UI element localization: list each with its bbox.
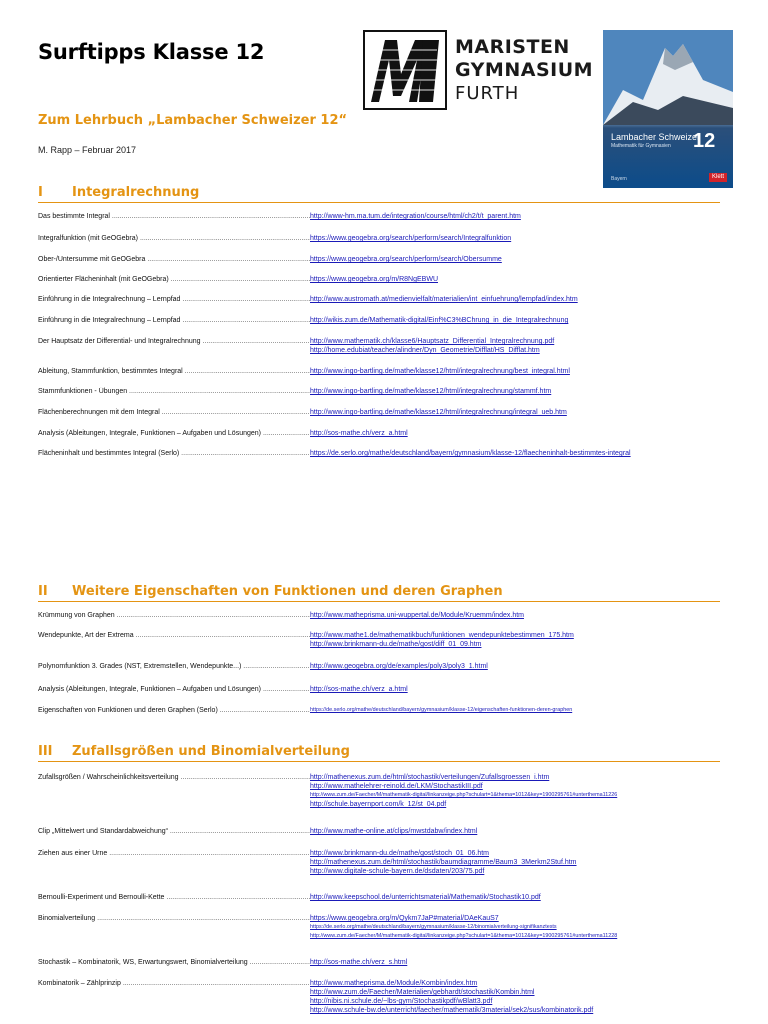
entry-topic xyxy=(38,773,310,782)
author-line: M. Rapp – Februar 2017 xyxy=(38,145,137,155)
book-number: 12 xyxy=(693,130,716,152)
entry-topic-text: Orientierter Flächeninhalt (mit GeOGebra) xyxy=(38,276,169,283)
entry-links xyxy=(310,979,730,1015)
section-heading-1 xyxy=(38,185,720,203)
entry-topic-text: Zufallsgrößen / Wahrscheinlichkeitsverteilung xyxy=(38,774,179,781)
url-link[interactable]: http://sos-mathe.ch/verz_a.html xyxy=(310,686,408,693)
entry-topic xyxy=(38,849,310,858)
entry-topic xyxy=(38,611,310,620)
entry-topic-text: Binomialverteilung xyxy=(38,915,96,922)
entry-topic-text: Analysis (Ableitungen, Integrale, Funktionen – Aufgaben und Lösungen) xyxy=(38,430,261,437)
school-name-line-3: FURTH xyxy=(455,83,520,104)
entry-topic xyxy=(38,914,310,923)
entry-links xyxy=(310,387,730,396)
entry-links xyxy=(310,611,730,620)
entry-topic-text: Flächenberechnungen mit dem Integral xyxy=(38,409,160,416)
section-number: III xyxy=(38,744,53,759)
book-subtitle: Mathematik für Gymnasien xyxy=(611,143,671,149)
section-title: Weitere Eigenschaften von Funktionen und deren Graphen xyxy=(72,584,503,599)
entry-topic xyxy=(38,275,310,284)
school-name-line-1: MARISTEN xyxy=(455,36,570,58)
entry-topic xyxy=(38,706,310,715)
entry-topic-text: Wendepunkte, Art der Extrema xyxy=(38,632,134,639)
school-emblem-icon xyxy=(363,30,447,110)
book-title: Lambacher Schweizer xyxy=(611,132,701,142)
url-link[interactable]: http://www.zum.de/Faecher/M/mathematik-digital/linkanzeige.php?schulart=1&thema=1012&key=1900295761#unterthema11226 xyxy=(310,792,618,798)
url-link[interactable]: http://schule.bayernport.com/k_12/st_04.pdf xyxy=(310,801,447,808)
entry-topic xyxy=(38,367,310,376)
section-heading-3 xyxy=(38,744,720,762)
entry-links xyxy=(310,337,730,355)
section-title: Zufallsgrößen und Binomialverteilung xyxy=(72,744,350,759)
entry-topic xyxy=(38,893,310,902)
url-link[interactable]: http://www.mathe-online.at/clips/mwstdabw/index.html xyxy=(310,828,478,835)
url-link[interactable]: http://www.digitale-schule-bayern.de/dsdaten/203/75.pdf xyxy=(310,868,485,875)
url-link[interactable]: https://de.serlo.org/mathe/deutschland/bayern/gymnasium/klasse-12/eigenschaften-funktionen-deren-graphen xyxy=(310,707,573,713)
url-link[interactable]: https://de.serlo.org/mathe/deutschland/bayern/gymnasium/klasse-12/flaecheninhalt-bestimmtes-integral xyxy=(310,450,631,457)
entry-topic-text: Bernoulli-Experiment und Bernoulli-Kette xyxy=(38,894,165,901)
section-number: I xyxy=(38,185,43,200)
entry-topic-text: Einführung in die Integralrechnung – Lernpfad xyxy=(38,317,181,324)
entry-topic xyxy=(38,337,310,346)
entry-links xyxy=(310,212,730,221)
page-title: Surftipps Klasse 12 xyxy=(38,40,265,64)
url-link[interactable]: http://www.mathematik.ch/klasse6/Hauptsatz_Differential_Integralrechnung.pdf xyxy=(310,338,555,345)
url-link[interactable]: https://de.serlo.org/mathe/deutschland/bayern/gymnasium/klasse-12/binomialverteilung-signifikanztests xyxy=(310,924,557,930)
entry-links xyxy=(310,914,730,941)
url-link[interactable]: http://sos-mathe.ch/verz_a.html xyxy=(310,430,408,437)
section-title: Integralrechnung xyxy=(72,185,200,200)
entry-topic xyxy=(38,958,310,967)
url-link[interactable]: http://www.mathe1.de/mathematikbuch/funktionen_wendepunktebestimmen_175.htm xyxy=(310,632,574,639)
school-logo xyxy=(363,30,595,110)
url-link[interactable]: http://www.geogebra.org/de/examples/poly3/poly3_1.html xyxy=(310,663,488,670)
entry-topic-text: Flächeninhalt und bestimmtes Integral (Serlo) xyxy=(38,450,180,457)
url-link[interactable]: http://www.zum.de/Faecher/M/mathematik-digital/linkanzeige.php?schulart=1&thema=1012&key=1900295761#unterthema11228 xyxy=(310,933,618,939)
entry-topic-text: Kombinatorik – Zählprinzip xyxy=(38,980,121,987)
entry-topic xyxy=(38,234,310,243)
entry-topic-text: Ziehen aus einer Urne xyxy=(38,850,108,857)
url-link[interactable]: http://www.keepschool.de/unterrichtsmaterial/Mathematik/Stochastik10.pdf xyxy=(310,894,541,901)
url-link[interactable]: http://www.mathelehrer-reinold.de/LKM/StochastikIII.pdf xyxy=(310,783,483,790)
publisher-logo: Klett xyxy=(709,173,727,182)
url-link[interactable]: http://www-hm.ma.tum.de/integration/course/html/ch2/t/t_parent.htm xyxy=(310,213,521,220)
entry-topic xyxy=(38,255,310,264)
url-link[interactable]: https://www.geogebra.org/m/R8NgEBWU xyxy=(310,276,438,283)
url-link[interactable]: http://wikis.zum.de/Mathematik-digital/Einf%C3%BChrung_in_die_Integralrechnung xyxy=(310,317,569,324)
url-link[interactable]: http://mathenexus.zum.de/html/stochastik/baumdiagramme/Baum3_3Merkm2Stuf.htm xyxy=(310,859,577,866)
url-link[interactable]: http://sos-mathe.ch/verz_s.html xyxy=(310,959,408,966)
url-link[interactable]: https://www.geogebra.org/search/perform/search/Integralfunktion xyxy=(310,235,512,242)
url-link[interactable]: http://www.zum.de/Faecher/Materialien/gebhardt/stochastik/Kombin.html xyxy=(310,989,535,996)
entry-topic-text: Ober-/Untersumme mit GeOGebra xyxy=(38,256,146,263)
entry-topic-text: Stammfunktionen - Übungen xyxy=(38,388,128,395)
entry-links xyxy=(310,275,730,284)
entry-topic-text: Krümmung von Graphen xyxy=(38,612,115,619)
entry-links xyxy=(310,408,730,417)
url-link[interactable]: http://home.edubiat/teacher/alindner/Dyn_Geometrie/Difflat/HS_Difflat.htm xyxy=(310,347,540,354)
entry-links xyxy=(310,849,730,876)
section-number: II xyxy=(38,584,48,599)
textbook-cover xyxy=(603,30,733,188)
entry-topic-text: Eigenschaften von Funktionen und deren Graphen (Serlo) xyxy=(38,707,218,714)
entry-topic xyxy=(38,295,310,304)
entry-links xyxy=(310,958,730,967)
url-link[interactable]: http://www.austromath.at/medienvielfalt/materialien/int_einfuehrung/lernpfad/index.htm xyxy=(310,296,578,303)
entry-topic-text: Polynomfunktion 3. Grades (NST, Extremstellen, Wendepunkte...) xyxy=(38,663,242,670)
entry-topic xyxy=(38,429,310,438)
entry-topic-text: Integralfunktion (mit GeOGebra) xyxy=(38,235,138,242)
entry-topic xyxy=(38,685,310,694)
url-link[interactable]: http://www.matheprisma.de/Module/Kombin/index.htm xyxy=(310,980,478,987)
entry-topic-text: Clip „Mittelwert und Standardabweichung“ xyxy=(38,828,168,835)
entry-links xyxy=(310,449,730,458)
url-link[interactable]: http://nibis.ni.schule.de/~lbs-gym/Stochastikpdf/wBlatt3.pdf xyxy=(310,998,493,1005)
url-link[interactable]: http://www.ingo-bartling.de/mathe/klasse12/html/integralrechnung/stammf.htm xyxy=(310,388,552,395)
entry-topic xyxy=(38,408,310,417)
entry-topic-text: Stochastik – Kombinatorik, WS, Erwartungswert, Binomialverteilung xyxy=(38,959,248,966)
entry-topic xyxy=(38,662,310,671)
entry-links xyxy=(310,316,730,325)
entry-links xyxy=(310,631,730,649)
section-heading-2 xyxy=(38,584,720,602)
entry-links xyxy=(310,367,730,376)
book-reference-heading: Zum Lehrbuch „Lambacher Schweizer 12“ xyxy=(38,113,348,128)
school-name-line-2: GYMNASIUM xyxy=(455,59,594,81)
url-link[interactable]: https://www.geogebra.org/search/perform/search/Obersumme xyxy=(310,256,502,263)
entry-links xyxy=(310,827,730,836)
url-link[interactable]: https://www.geogebra.org/m/Qykm7JaP#material/DAeKauS7 xyxy=(310,915,499,922)
entry-links xyxy=(310,685,730,694)
entry-topic xyxy=(38,316,310,325)
entry-topic-text: Der Hauptsatz der Differential- und Integralrechnung xyxy=(38,338,201,345)
book-region: Bayern xyxy=(611,176,627,182)
entry-topic-text: Ableitung, Stammfunktion, bestimmtes Integral xyxy=(38,368,183,375)
entry-topic xyxy=(38,212,310,221)
url-link[interactable]: http://www.brinkmann-du.de/mathe/gost/stoch_01_06.htm xyxy=(310,850,489,857)
entry-links xyxy=(310,706,730,715)
entry-links xyxy=(310,893,730,902)
entry-topic xyxy=(38,979,310,988)
url-link[interactable]: http://www.matheprisma.uni-wuppertal.de/Module/Kruemm/index.htm xyxy=(310,612,524,619)
entry-links xyxy=(310,255,730,264)
entry-links xyxy=(310,295,730,304)
entry-links xyxy=(310,429,730,438)
entry-topic xyxy=(38,827,310,836)
entry-links xyxy=(310,234,730,243)
url-link[interactable]: http://www.ingo-bartling.de/mathe/klasse12/html/integralrechnung/best_integral.html xyxy=(310,368,570,375)
entry-links xyxy=(310,662,730,671)
entry-topic xyxy=(38,449,310,458)
entry-links xyxy=(310,773,730,809)
url-link[interactable]: http://www.ingo-bartling.de/mathe/klasse12/html/integralrechnung/integral_ueb.htm xyxy=(310,409,567,416)
entry-topic-text: Analysis (Ableitungen, Integrale, Funktionen – Aufgaben und Lösungen) xyxy=(38,686,261,693)
entry-topic-text: Einführung in die Integralrechnung – Lernpfad xyxy=(38,296,181,303)
entry-topic xyxy=(38,631,310,640)
mountain-picture xyxy=(603,30,733,125)
url-link[interactable]: http://mathenexus.zum.de/html/stochastik/verteilungen/Zufallsgroessen_i.htm xyxy=(310,774,550,781)
entry-topic xyxy=(38,387,310,396)
url-link[interactable]: http://www.brinkmann-du.de/mathe/gost/diff_01_09.htm xyxy=(310,641,482,648)
url-link[interactable]: http://www.schule-bw.de/unterricht/faecher/mathematik/3material/sek2/sus/kombinatorik.pdf xyxy=(310,1007,594,1014)
entry-topic-text: Das bestimmte Integral xyxy=(38,213,110,220)
